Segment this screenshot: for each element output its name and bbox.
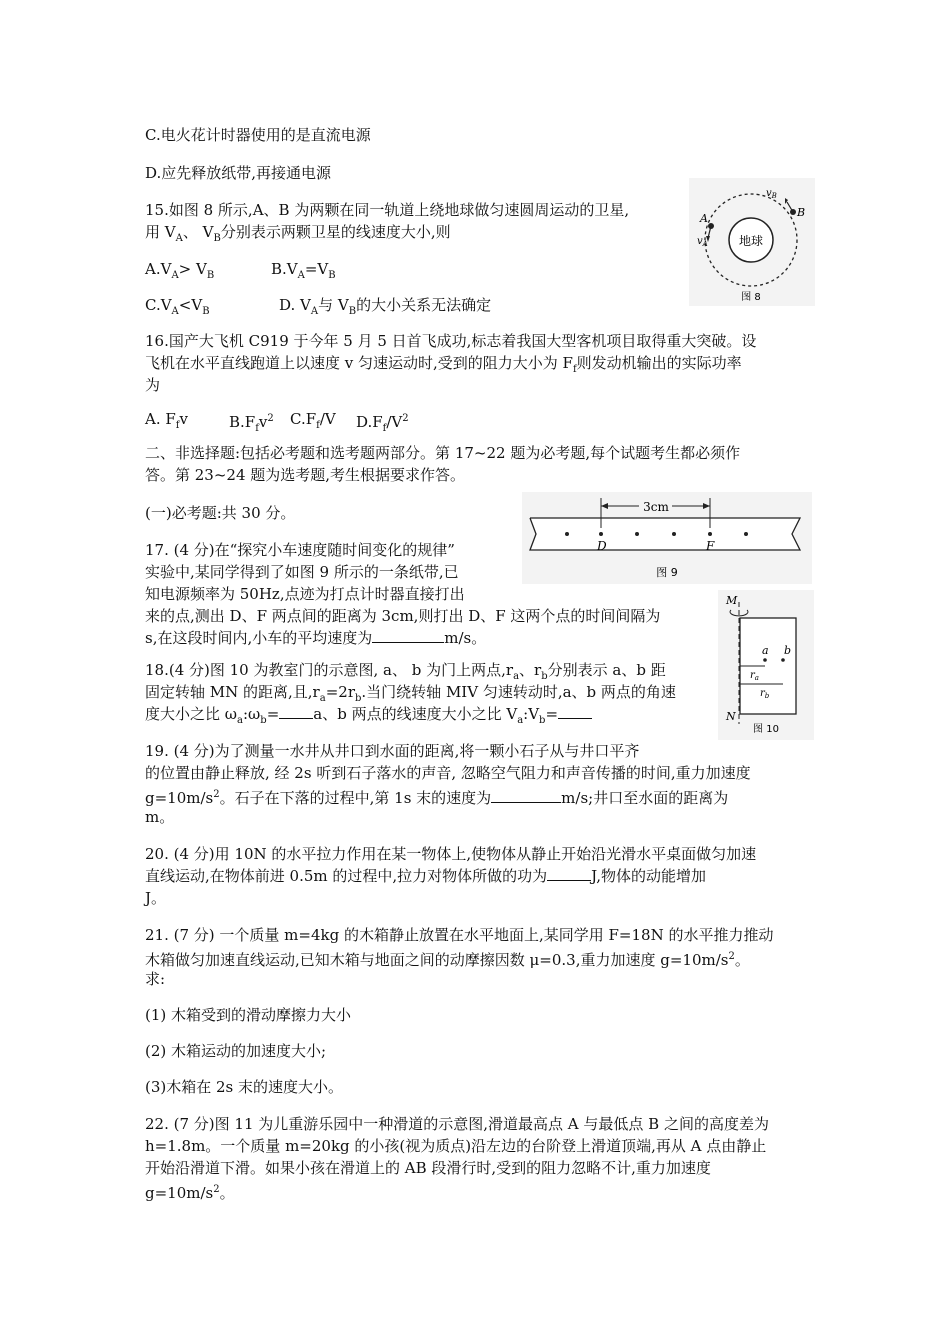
point-f-label: F: [706, 539, 715, 553]
q22-line4: $g=10m/s^2$。: [145, 1184, 235, 1202]
section-2-part1-heading: (一)必考题:共 30 分。: [145, 504, 296, 522]
q21-line2: 木箱做匀加速直线运动,已知木箱与地面之间的动摩擦因数 μ=0.3,重力加速度 $g=10m/s^2$。: [145, 951, 750, 969]
q15-option-b: $B.V_A=V_B$: [271, 260, 336, 281]
point-d-label: D: [597, 539, 607, 553]
q15-stem-line2: 用 $V_A$、 $V_B$分别表示两颗卫星的线速度大小,则: [145, 223, 451, 244]
figure-8-caption: 图 8: [741, 292, 761, 303]
q21-line1: 21. (7 分) 一个质量 m=4kg 的木箱静止放置在水平地面上,某同学用 F=18N 的水平推力推动: [145, 926, 774, 944]
axis-m-label: M: [726, 594, 738, 607]
q16-option-d: $D.F_f/V^2$: [356, 413, 409, 434]
q16-stem-line2: 飞机在水平直线跑道上以速度 v 匀速运动时,受到的阻力大小为 $F_f$则发动机输出的实际功率: [145, 354, 742, 375]
q17-line5: s,在这段时间内,小车的平均速度为 m/s。: [145, 629, 487, 647]
q19-line3: $g=10m/s^2$。石子在下落的过程中,第 1s 末的速度为 m/s;井口至水面的距离为: [145, 789, 729, 807]
q20-line2: 直线运动,在物体前进 0.5m 的过程中,拉力对物体所做的功为 J,物体的动能增加: [145, 867, 707, 885]
section-2-intro-line1: 二、非选择题:包括必考题和选考题两部分。第 17~22 题为必考题,每个试题考生都必须作: [145, 444, 741, 462]
tape-dot: [635, 532, 639, 536]
q17-line1: 17. (4 分)在“探究小车速度随时间变化的规律”: [145, 541, 455, 559]
figure-9-caption: 图 9: [656, 566, 678, 579]
answer-blank[interactable]: [547, 865, 591, 881]
satellite-b-label: B: [797, 206, 806, 219]
q21-item-1: (1) 木箱受到的滑动摩擦力大小: [145, 1006, 352, 1024]
q16-option-b: $B.F_fv^2$: [229, 413, 274, 434]
ra-label: $r_a$: [750, 670, 759, 682]
q18-line2: 固定转轴 MN 的距离,且$,r_a=2r_b$.当门绕转轴 MIV 匀速转动时,a、b 两点的角速: [145, 683, 676, 704]
q19-line2: 的位置由静止释放, 经 2s 听到石子落水的声音, 忽略空气阻力和声音传播的时间,重力加速度: [145, 764, 751, 782]
section-2-intro-line2: 答。第 23~24 题为选考题,考生根据要求作答。: [145, 466, 466, 484]
q20-line3: J。: [145, 889, 167, 907]
velocity-b-label: $v_B$: [766, 188, 777, 200]
point-a: [763, 658, 767, 662]
point-b: [781, 658, 785, 662]
figure-10-caption: 图 10: [753, 724, 779, 735]
answer-blank[interactable]: [279, 703, 313, 719]
tape-dot: [744, 532, 748, 536]
q17-line3: 知电源频率为 50Hz,点迹为打点计时器直接打出: [145, 585, 465, 603]
q22-line1: 22. (7 分)图 11 为儿重游乐园中一种滑道的示意图,滑道最高点 A 与最低点 B 之间的高度差为: [145, 1115, 769, 1133]
q15-option-d: D. $V_A$与 $V_B$的大小关系无法确定: [279, 296, 492, 317]
q19-line4: m。: [145, 808, 175, 826]
q16-stem-line3: 为: [145, 376, 161, 394]
q14-option-d: D.应先释放纸带,再接通电源: [145, 164, 332, 182]
point-a-label: a: [762, 644, 769, 657]
q20-line1: 20. (4 分)用 10N 的水平拉力作用在某一物体上,使物体从静止开始沿光滑水平桌面做匀加速: [145, 845, 757, 863]
tape-dot: [565, 532, 569, 536]
q22-line3: 开始沿滑道下滑。如果小孩在滑道上的 AB 段滑行时,受到的阻力忽略不计,重力加速度: [145, 1159, 711, 1177]
satellite-a-label: A: [700, 212, 708, 225]
axis-n-label: N: [726, 710, 736, 723]
q15-stem-line1: 15.如图 8 所示,A、B 为两颗在同一轨道上绕地球做匀速圆周运动的卫星,: [145, 201, 630, 219]
tape-outline: [530, 518, 800, 550]
rb-label: $r_b$: [760, 688, 770, 700]
point-b-label: b: [784, 644, 792, 657]
q16-option-a: A. $F_fv$: [145, 410, 188, 431]
answer-blank[interactable]: [558, 703, 592, 719]
q17-line2: 实验中,某同学得到了如图 9 所示的一条纸带,已: [145, 563, 459, 581]
tape-dot: [672, 532, 676, 536]
q14-option-c: C.电火花计时器使用的是直流电源: [145, 126, 371, 144]
q15-option-c: $C.V_A<V_B$: [145, 296, 210, 317]
tape-dot-f: [708, 532, 712, 536]
q18-line3: 度大小之比 $\omega_a:\omega_b= a$、b 两点的线速度大小之比 $V_a:V_b=$: [145, 703, 592, 732]
velocity-a-label: $v_A$: [697, 236, 708, 248]
tape-dot-d: [599, 532, 603, 536]
answer-blank[interactable]: [372, 627, 444, 643]
q22-line2: h=1.8m。一个质量 m=20kg 的小孩(视为质点)沿左边的台阶登上滑道顶端,再从 A 点由静止: [145, 1137, 767, 1155]
answer-blank[interactable]: [491, 787, 561, 803]
q21-item-3: (3)木箱在 2s 末的速度大小。: [145, 1078, 344, 1096]
figure-10-door-diagram: [718, 590, 814, 740]
q18-line1: 18.(4 分)图 10 为教室门的示意图, a、 b 为门上两点$,r_a$、$r_b$分别表示 a、b 距: [145, 661, 666, 682]
q16-option-c: $C.F_f/V$: [290, 410, 336, 431]
dim-label: 3cm: [643, 500, 669, 514]
q15-option-a: $A.V_A> V_B$: [145, 260, 215, 281]
q16-stem-line1: 16.国产大飞机 C919 于今年 5 月 5 日首飞成功,标志着我国大型客机项目取得重大突破。设: [145, 332, 757, 350]
earth-label: 地球: [738, 234, 764, 248]
figure-9-paper-tape: [522, 492, 812, 584]
q21-line3: 求:: [145, 970, 166, 988]
q17-line4: 来的点,测出 D、F 两点间的距离为 3cm,则打出 D、F 这两个点的时间间隔为: [145, 607, 661, 625]
figure-8-orbit-diagram: [689, 178, 815, 306]
q19-line1: 19. (4 分)为了测量一水井从井口到水面的距离,将一颗小石子从与井口平齐: [145, 742, 640, 760]
q21-item-2: (2) 木箱运动的加速度大小;: [145, 1042, 327, 1060]
